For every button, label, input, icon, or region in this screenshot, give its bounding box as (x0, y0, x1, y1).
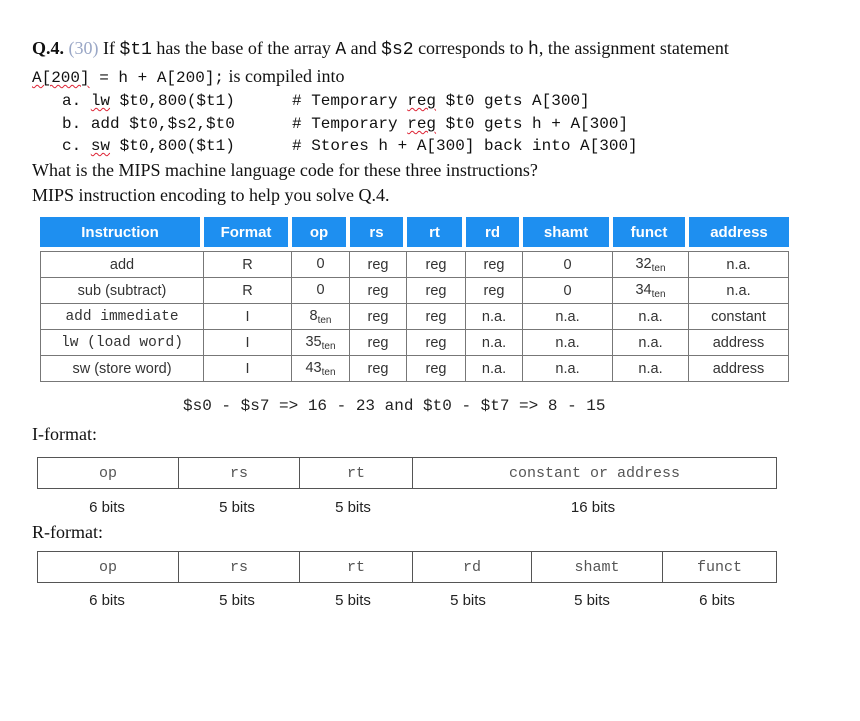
code-comment-reg: reg (407, 115, 437, 133)
code-operands: $t0,$s2,$t0 (119, 115, 235, 133)
cell-op-value: 0 (316, 255, 325, 272)
code-comment: $t0 gets A[300] (436, 92, 590, 110)
i-field-rs: rs (179, 458, 300, 488)
cell-format: R (204, 251, 292, 278)
question-ask: What is the MIPS machine language code for these three instructions? (32, 160, 538, 180)
code-comment: # Temporary (292, 92, 408, 110)
question-text: If (98, 38, 120, 58)
cell-shamt: 0 (523, 278, 613, 304)
cell-address: n.a. (689, 278, 789, 304)
cell-rt: reg (407, 278, 466, 304)
code-a200: A[200] (32, 69, 90, 87)
code-line-b (62, 115, 235, 133)
cell-rs: reg (350, 330, 407, 356)
header-address: address (689, 217, 789, 247)
header-shamt: shamt (523, 217, 613, 247)
cell-instruction: sw (store word) (40, 356, 204, 382)
header-rt: rt (407, 217, 466, 247)
code-comment-reg: reg (407, 92, 437, 110)
cell-funct (613, 304, 689, 330)
cell-address: n.a. (689, 251, 789, 278)
code-comment-a (292, 92, 590, 110)
cell-funct (613, 251, 689, 278)
cell-rt: reg (407, 330, 466, 356)
r-format-bits (37, 592, 777, 609)
i-field-constant: constant or address (508, 464, 681, 482)
encoding-hint: MIPS instruction encoding to help you solve Q.4. (32, 185, 390, 205)
cell-format: I (204, 356, 292, 382)
cell-funct-sub: ten (651, 262, 666, 274)
code-comment-c (292, 137, 638, 155)
header-rd: rd (466, 217, 523, 247)
cell-op (292, 356, 350, 382)
cell-rs: reg (350, 278, 407, 304)
i-bits-rt: 5 bits (335, 499, 371, 516)
cell-op (292, 330, 350, 356)
cell-rs: reg (350, 356, 407, 382)
cell-rt: reg (407, 251, 466, 278)
cell-funct-sub: ten (651, 288, 666, 300)
cell-shamt: 0 (523, 251, 613, 278)
question-statement (32, 38, 729, 60)
cell-address: address (689, 330, 789, 356)
cell-instruction: add immediate (40, 304, 204, 330)
code-mnemonic: lw (90, 92, 111, 110)
cell-op-value: 8 (309, 307, 318, 324)
cell-shamt: n.a. (523, 330, 613, 356)
code-h: h (528, 40, 539, 60)
i-format-label: I-format: (32, 424, 97, 444)
cell-rs: reg (350, 251, 407, 278)
r-bits-rs: 5 bits (219, 592, 255, 609)
r-field-rt: rt (300, 552, 413, 582)
cell-format: I (204, 304, 292, 330)
cell-format: R (204, 278, 292, 304)
i-field-op: op (38, 458, 179, 488)
question-text: , the assignment statement (538, 38, 729, 58)
code-prefix: b. (62, 115, 91, 133)
i-format-bits (37, 499, 777, 516)
r-field-funct: funct (696, 558, 742, 576)
table-row (40, 251, 789, 278)
code-comment-b (292, 115, 628, 133)
code-line-c (62, 137, 235, 155)
cell-rs: reg (350, 304, 407, 330)
question-points: (30) (68, 38, 99, 58)
r-field-rs: rs (179, 552, 300, 582)
cell-rt: reg (407, 304, 466, 330)
cell-funct-value: 32 (635, 255, 652, 272)
i-format-fields (37, 457, 777, 489)
r-bits-op: 6 bits (89, 592, 125, 609)
cell-op-sub: ten (317, 314, 332, 326)
header-funct: funct (613, 217, 689, 247)
code-prefix: a. (62, 92, 91, 110)
cell-op-value: 43 (305, 359, 322, 376)
cell-funct-value: 34 (635, 281, 652, 298)
r-field-shamt: shamt (532, 552, 663, 582)
cell-format: I (204, 330, 292, 356)
table-header-row (40, 217, 789, 247)
cell-op-value: 0 (316, 281, 325, 298)
r-bits-rt: 5 bits (335, 592, 371, 609)
i-field-rt: rt (300, 458, 413, 488)
cell-funct (613, 330, 689, 356)
code-statement: = h + A[200]; (89, 69, 225, 87)
cell-shamt: n.a. (523, 356, 613, 382)
cell-rd: n.a. (466, 330, 523, 356)
code-mnemonic: sw (90, 137, 111, 155)
cell-op-value: 35 (305, 333, 322, 350)
header-format: Format (204, 217, 292, 247)
cell-rd: reg (466, 278, 523, 304)
r-field-op: op (38, 552, 179, 582)
r-format-label: R-format: (32, 522, 103, 542)
cell-shamt: n.a. (523, 304, 613, 330)
cell-instruction (40, 330, 204, 356)
question-text: has the base of the array (151, 38, 336, 58)
code-comment: # Stores h + A[300] back into A[300] (292, 137, 638, 155)
cell-funct-value: n.a. (638, 360, 663, 377)
i-bits-op: 6 bits (89, 499, 125, 516)
question-number: Q.4. (32, 38, 65, 58)
cell-funct (613, 356, 689, 382)
cell-funct-value: n.a. (638, 308, 663, 325)
table-row (40, 356, 789, 382)
cell-op (292, 304, 350, 330)
cell-op-sub: ten (321, 366, 336, 378)
cell-instruction: sub (subtract) (40, 278, 204, 304)
r-bits-funct: 6 bits (699, 592, 735, 609)
header-rs: rs (350, 217, 407, 247)
code-array-a: A (335, 40, 347, 60)
r-bits-rd: 5 bits (450, 592, 486, 609)
code-prefix: c. (62, 137, 91, 155)
r-field-rd: rd (413, 552, 532, 582)
code-comment: # Temporary (292, 115, 408, 133)
table-row (40, 330, 789, 356)
i-bits-constant: 16 bits (570, 499, 616, 516)
cell-rd: n.a. (466, 356, 523, 382)
i-bits-rs: 5 bits (219, 499, 255, 516)
encoding-table (40, 217, 789, 382)
cell-address: constant (689, 304, 789, 330)
cell-rd: n.a. (466, 304, 523, 330)
table-row (40, 278, 789, 304)
cell-funct (613, 278, 689, 304)
code-mnemonic: add (90, 115, 120, 133)
question-text: is compiled into (224, 66, 345, 86)
header-op: op (292, 217, 350, 247)
code-operands: $t0,800($t1) (110, 92, 235, 110)
register-mapping-note: $s0 - $s7 => 16 - 23 and $t0 - $t7 => 8 - 15 (183, 397, 606, 415)
assignment-statement (32, 66, 345, 87)
header-instruction: Instruction (40, 217, 204, 247)
cell-instruction-text: lw (load word) (61, 335, 183, 351)
cell-op (292, 278, 350, 304)
cell-rt: reg (407, 356, 466, 382)
table-row (40, 304, 789, 330)
cell-address: address (689, 356, 789, 382)
r-bits-shamt: 5 bits (574, 592, 610, 609)
r-format-fields (37, 551, 777, 583)
cell-rd: reg (466, 251, 523, 278)
code-comment: $t0 gets h + A[300] (436, 115, 629, 133)
cell-op (292, 251, 350, 278)
code-s2: $s2 (381, 40, 414, 60)
question-text: corresponds to (413, 38, 529, 58)
cell-op-sub: ten (321, 340, 336, 352)
cell-instruction: add (40, 251, 204, 278)
question-text: and (346, 38, 382, 58)
code-line-a (62, 92, 235, 110)
code-t1: $t1 (119, 40, 152, 60)
code-operands: $t0,800($t1) (110, 137, 235, 155)
cell-funct-value: n.a. (638, 334, 663, 351)
